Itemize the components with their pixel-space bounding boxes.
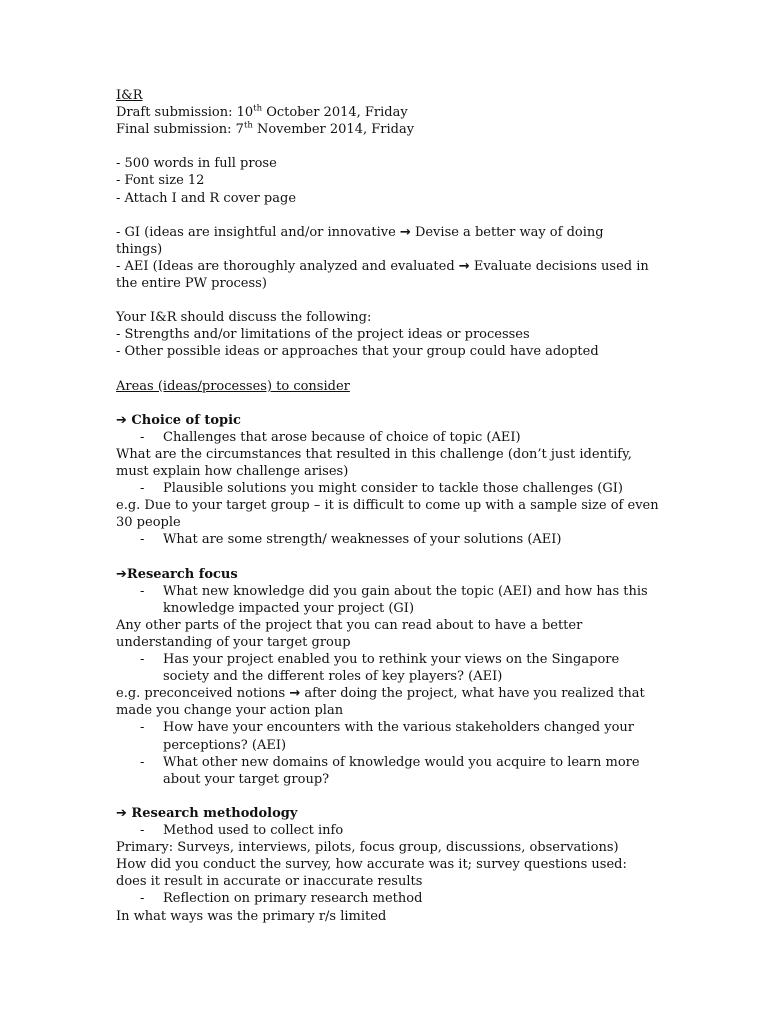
dash-bullet: - (140, 754, 145, 770)
spacer (116, 361, 656, 378)
document-body (116, 87, 659, 925)
bullet-item-continued: perceptions? (AEI) (163, 737, 287, 753)
bullet-item: - Plausible solutions you might consider to tackle those challenges (GI) (140, 481, 623, 497)
criterion-gi: - GI (ideas are insightful and/or innovative → Devise a better way of doing (116, 224, 604, 240)
text-line: 30 people (116, 515, 181, 531)
discuss-item: - Strengths and/or limitations of the project ideas or processes (116, 327, 530, 343)
text-line: e.g. Due to your target group – it is difficult to come up with a sample size of even (116, 498, 659, 514)
arrow-right-icon: ➔ (116, 805, 127, 821)
criterion-aei: - AEI (Ideas are thoroughly analyzed and evaluated → Evaluate decisions used in (116, 258, 649, 274)
arrow-right-icon: ➔ (116, 566, 127, 582)
dash-bullet: - (140, 583, 145, 599)
text-line: In what ways was the primary r/s limited (116, 908, 387, 924)
arrow-right-icon: ➔ (116, 412, 127, 428)
spacer (116, 788, 656, 805)
bullet-item-continued: about your target group? (163, 771, 330, 787)
bullet-item: - Has your project enabled you to rethink your views on the Singapore (140, 652, 620, 668)
bullet-item: - What other new domains of knowledge would you acquire to learn more (140, 754, 640, 770)
dash-bullet: - (140, 429, 145, 445)
dash-bullet: - (140, 720, 145, 736)
text-line: What are the circumstances that resulted in this challenge (don’t just identify, (116, 446, 632, 462)
dash-bullet: - (140, 891, 145, 907)
document-title: I&R (116, 88, 143, 103)
section-heading-research-focus: ➔Research focus (116, 566, 238, 582)
text-line: e.g. preconceived notions → after doing the project, what have you realized that (116, 686, 645, 702)
requirement-item: - Font size 12 (116, 173, 205, 189)
text-line: Any other parts of the project that you can read about to have a better (116, 617, 583, 633)
discuss-item: - Other possible ideas or approaches that your group could have adopted (116, 344, 599, 360)
discuss-intro: Your I&R should discuss the following: (116, 310, 372, 326)
dash-bullet: - (140, 652, 145, 668)
arrow-right-icon: → (289, 686, 301, 702)
section-heading-choice-of-topic: ➔ Choice of topic (116, 412, 241, 428)
arrow-right-icon: → (458, 258, 470, 274)
text-line: must explain how challenge arises) (116, 464, 349, 480)
requirement-item: - Attach I and R cover page (116, 190, 297, 206)
spacer (116, 207, 656, 224)
bullet-item: - Reflection on primary research method (140, 891, 423, 907)
bullet-item: - Challenges that arose because of choice of topic (AEI) (140, 429, 521, 445)
bullet-item: - Method used to collect info (140, 823, 344, 839)
requirement-item: - 500 words in full prose (116, 156, 277, 172)
bullet-item: - What new knowledge did you gain about the topic (AEI) and how has this (140, 583, 648, 599)
text-line: Primary: Surveys, interviews, pilots, focus group, discussions, observations) (116, 840, 619, 856)
spacer (116, 395, 656, 412)
dash-bullet: - (140, 481, 145, 497)
bullet-item: - What are some strength/ weaknesses of your solutions (AEI) (140, 532, 562, 548)
arrow-right-icon: → (399, 224, 411, 240)
bullet-item-continued: society and the different roles of key players? (AEI) (163, 669, 503, 685)
text-line: understanding of your target group (116, 635, 351, 650)
criterion-aei-continued: the entire PW process) (116, 276, 267, 292)
text-line: does it result in accurate or inaccurate results (116, 874, 423, 890)
spacer (116, 138, 656, 155)
spacer (116, 292, 656, 309)
criterion-gi-continued: things) (116, 241, 163, 257)
dash-bullet: - (140, 823, 145, 839)
text-line: made you change your action plan (116, 703, 344, 719)
bullet-item: - How have your encounters with the various stakeholders changed your (140, 720, 634, 736)
bullet-item-continued: knowledge impacted your project (GI) (163, 600, 415, 616)
text-line: How did you conduct the survey, how accurate was it; survey questions used: (116, 857, 627, 873)
spacer (116, 549, 656, 566)
dash-bullet: - (140, 532, 145, 548)
section-heading-research-methodology: ➔ Research methodology (116, 805, 298, 821)
areas-heading: Areas (ideas/processes) to consider (116, 378, 350, 394)
final-submission: Final submission: 7th November 2014, Friday (116, 120, 415, 138)
draft-submission: Draft submission: 10th October 2014, Friday (116, 103, 408, 121)
